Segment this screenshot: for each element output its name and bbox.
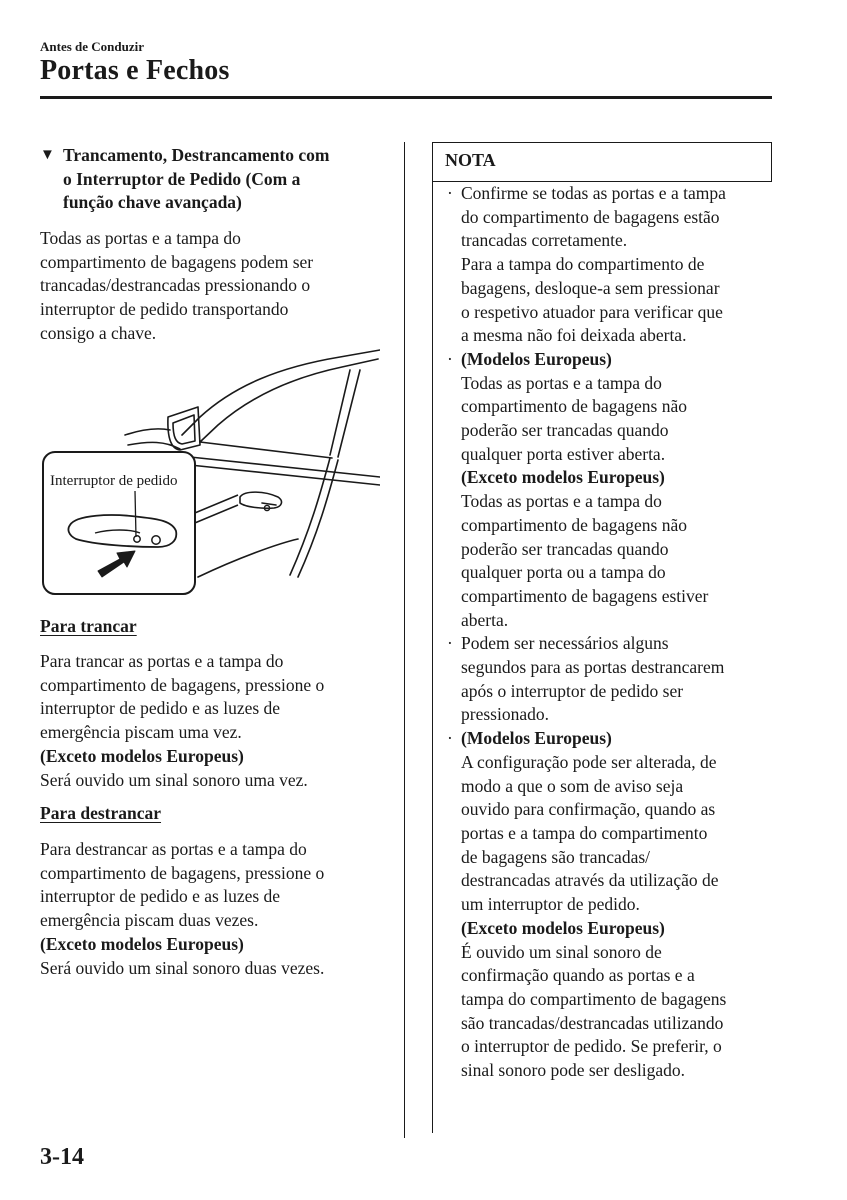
paragraph-line: Será ouvido um sinal sonoro uma vez. xyxy=(40,769,308,790)
subheading xyxy=(40,144,380,215)
paragraph-line: Para destrancar as portas e a tampa do xyxy=(40,839,307,859)
note-label: (Modelos Europeus) xyxy=(461,728,612,749)
note-line: após o interruptor de pedido ser xyxy=(461,680,684,701)
note-line: poderão ser trancadas quando xyxy=(461,420,669,441)
paragraph-line: emergência piscam duas vezes. xyxy=(40,910,259,931)
bullet-dot: · xyxy=(447,728,453,749)
callout-pointer xyxy=(190,495,238,525)
note-line: destrancadas através da utilização de xyxy=(461,870,719,891)
note-line: segundos para as portas destrancarem xyxy=(461,657,725,678)
page-number: 3-14 xyxy=(40,1144,84,1170)
note-label: (Exceto modelos Europeus) xyxy=(461,467,665,488)
note-item xyxy=(446,348,766,372)
note-item xyxy=(446,632,766,656)
note-box xyxy=(432,142,772,1142)
note-line: modo a que o som de aviso seja xyxy=(461,775,684,796)
note-line: de bagagens são trancadas/ xyxy=(461,846,651,867)
note-line: Todas as portas e a tampa do xyxy=(461,372,662,393)
note-label: (Exceto modelos Europeus) xyxy=(461,917,665,938)
note-left-rule xyxy=(432,181,433,1133)
intro-paragraph xyxy=(40,227,375,346)
note-title: NOTA xyxy=(445,150,496,170)
note-line: pressionado. xyxy=(461,704,549,725)
paragraph-line: emergência piscam uma vez. xyxy=(40,722,242,743)
note-line: a mesma não foi deixada aberta. xyxy=(461,325,687,346)
note-item xyxy=(446,182,766,206)
note-line: ouvido para confirmação, quando as xyxy=(461,799,716,820)
subheading-line: função chave avançada) xyxy=(63,192,242,213)
bullet-dot: · xyxy=(447,348,453,369)
callout-label: Interruptor de pedido xyxy=(50,473,178,489)
subheading-line: o Interruptor de Pedido (Com a xyxy=(63,168,301,189)
note-line: portas e a tampa do compartimento xyxy=(461,822,708,843)
note-line: Todas as portas e a tampa do xyxy=(461,491,662,512)
lock-paragraph xyxy=(40,650,375,792)
paragraph-line: interruptor de pedido e as luzes de xyxy=(40,698,281,719)
note-line: qualquer porta estiver aberta. xyxy=(461,443,666,464)
paragraph-line: Todas as portas e a tampa do xyxy=(40,228,241,248)
column-divider xyxy=(404,142,405,1138)
note-content xyxy=(446,182,766,1083)
paragraph-line: compartimento de bagagens podem ser xyxy=(40,251,314,272)
bullet-dot: · xyxy=(447,183,453,203)
paragraph-line: compartimento de bagagens, pressione o xyxy=(40,674,325,695)
note-line: o respetivo atuador para verificar que xyxy=(461,301,723,322)
note-line: Podem ser necessários alguns xyxy=(461,633,669,654)
note-line: tampa do compartimento de bagagens xyxy=(461,988,727,1009)
note-line: são trancadas/destrancadas utilizando xyxy=(461,1012,724,1033)
subheading-line: Trancamento, Destrancamento com xyxy=(63,145,330,165)
exception-label: (Exceto modelos Europeus) xyxy=(40,745,244,766)
paragraph-line: compartimento de bagagens, pressione o xyxy=(40,862,325,883)
note-line: um interruptor de pedido. xyxy=(461,894,640,915)
note-line: Para a tampa do compartimento de xyxy=(461,254,705,275)
paragraph-line: Será ouvido um sinal sonoro duas vezes. xyxy=(40,957,325,978)
note-line: Confirme se todas as portas e a tampa xyxy=(461,183,726,203)
paragraph-line: trancadas/destrancadas pressionando o xyxy=(40,275,311,296)
paragraph-line: Para trancar as portas e a tampa do xyxy=(40,651,284,671)
paragraph-line: interruptor de pedido e as luzes de xyxy=(40,886,281,907)
unlock-paragraph xyxy=(40,838,375,980)
paragraph-line: interruptor de pedido transportando xyxy=(40,299,289,320)
note-item xyxy=(446,727,766,751)
note-line: sinal sonoro pode ser desligado. xyxy=(461,1060,686,1081)
exception-label: (Exceto modelos Europeus) xyxy=(40,933,244,954)
note-line: compartimento de bagagens não xyxy=(461,514,687,535)
note-line: É ouvido um sinal sonoro de xyxy=(461,941,662,962)
paragraph-line: consigo a chave. xyxy=(40,322,157,343)
note-line: A configuração pode ser alterada, de xyxy=(461,751,717,772)
subheading-text xyxy=(40,144,380,215)
note-line: bagagens, desloque-a sem pressionar xyxy=(461,277,720,298)
note-line: do compartimento de bagagens estão xyxy=(461,206,720,227)
unlock-heading: Para destrancar xyxy=(40,803,162,823)
note-label: (Modelos Europeus) xyxy=(461,348,612,369)
note-line: o interruptor de pedido. Se preferir, o xyxy=(461,1036,722,1057)
note-header xyxy=(432,142,772,182)
note-line: trancadas corretamente. xyxy=(461,230,628,251)
note-line: compartimento de bagagens estiver xyxy=(461,585,709,606)
title-rule xyxy=(40,96,772,99)
section-label: Antes de Conduzir xyxy=(40,39,145,54)
note-line: compartimento de bagagens não xyxy=(461,396,687,417)
car-door-illustration xyxy=(40,345,380,600)
triangle-down-icon: ▼ xyxy=(40,147,55,163)
door-handle-figure xyxy=(40,345,380,600)
page-title: Portas e Fechos xyxy=(40,55,230,86)
note-line: confirmação quando as portas e a xyxy=(461,965,695,986)
note-line: qualquer porta ou a tampa do xyxy=(461,562,666,583)
bullet-dot: · xyxy=(447,633,453,654)
lock-heading: Para trancar xyxy=(40,616,137,636)
note-line: poderão ser trancadas quando xyxy=(461,538,669,559)
note-line: aberta. xyxy=(461,609,509,630)
